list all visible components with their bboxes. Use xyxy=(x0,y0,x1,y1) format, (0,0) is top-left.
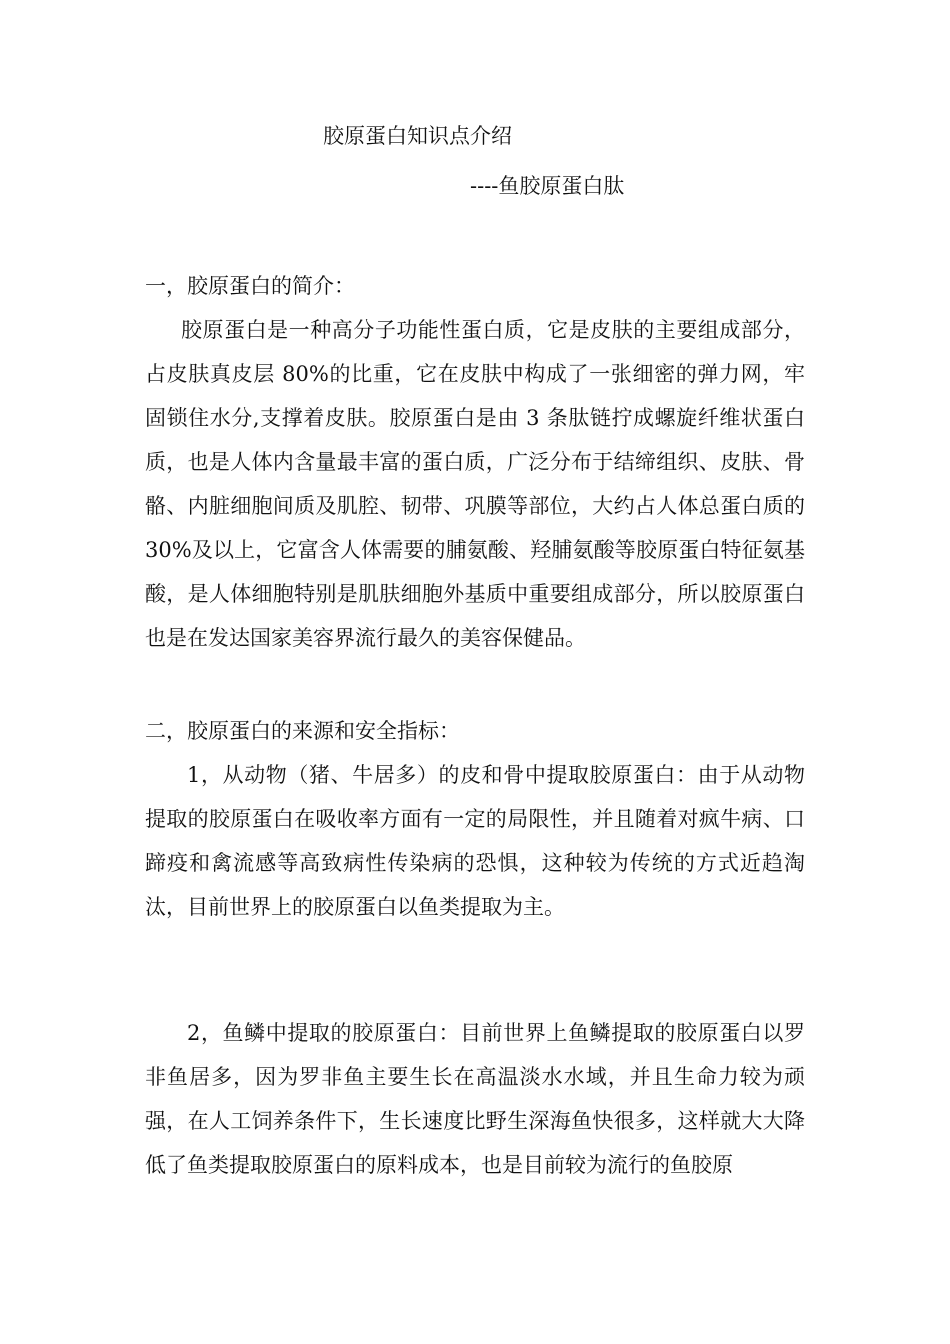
intro-paragraph xyxy=(145,308,805,660)
section-heading-intro xyxy=(145,264,805,308)
document-subtitle: ----鱼胶原蛋白肽 xyxy=(470,174,625,198)
paragraph-text: 1，从动物（猪、牛居多）的皮和骨中提取胶原蛋白：由于从动物提取的胶原蛋白在吸收率方面有一定的局限性，并且随着对疯牛病、口蹄疫和禽流感等高致病性传染病的恐惧，这种较为传统的方式近趋淘汰，目前世界上的胶原蛋白以鱼类提取为主。 xyxy=(145,763,805,919)
section-heading-sources xyxy=(145,709,805,753)
paragraph-text: 胶原蛋白是一种高分子功能性蛋白质，它是皮肤的主要组成部分，占皮肤真皮层 80%的比重，它在皮肤中构成了一张细密的弹力网，牢固锁住水分,支撑着皮肤。胶原蛋白是由 3 条肽链拧成螺旋纤维状蛋白质，也是人体内含量最丰富的蛋白质，广泛分布于结缔组织、皮肤、骨骼、内脏细胞间质及肌腔、韧带、巩膜等部位，大约占人体总蛋白质的 30%及以上，它富含人体需要的脯氨酸、羟脯氨酸等胶原蛋白特征氨基酸，是人体细胞特别是肌肤细胞外基质中重要组成部分，所以胶原蛋白也是在发达国家美容界流行最久的美容保健品。 xyxy=(145,318,805,650)
section-heading-text: 二，胶原蛋白的来源和安全指标： xyxy=(145,719,460,743)
source-item-animal xyxy=(145,753,805,929)
document-title: 胶原蛋白知识点介绍 xyxy=(323,124,512,148)
section-heading-text: 一，胶原蛋白的简介： xyxy=(145,274,355,298)
source-item-fish-scale xyxy=(145,1011,805,1187)
paragraph-text: 2，鱼鳞中提取的胶原蛋白：目前世界上鱼鳞提取的胶原蛋白以罗非鱼居多，因为罗非鱼主要生长在高温淡水水域，并且生命力较为顽强，在人工饲养条件下，生长速度比野生深海鱼快很多，这样就大大降低了鱼类提取胶原蛋白的原料成本，也是目前较为流行的鱼胶原 xyxy=(145,1021,805,1177)
